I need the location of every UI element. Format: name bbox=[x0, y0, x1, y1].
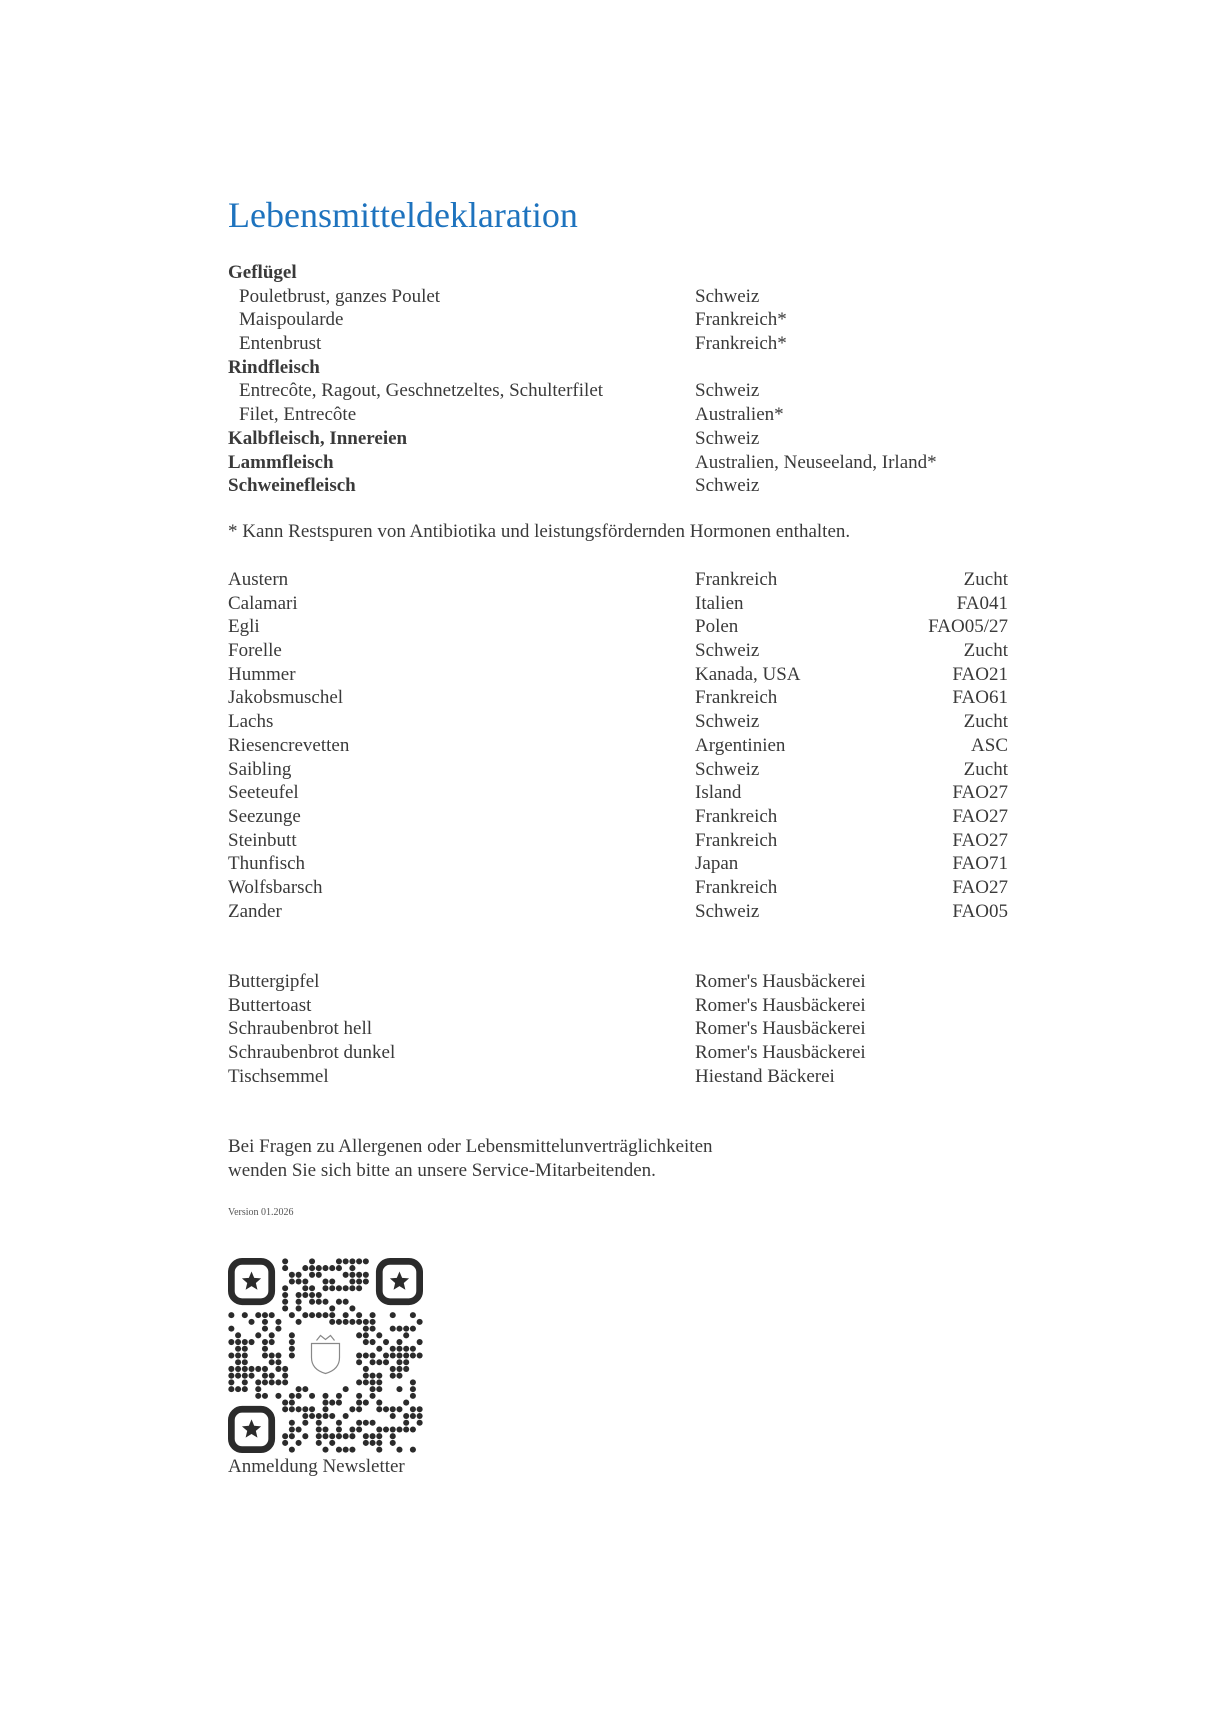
newsletter-signup-label[interactable]: Anmeldung Newsletter bbox=[228, 1456, 405, 1477]
contact-line-1: Bei Fragen zu Allergenen oder Lebensmittelunverträglichkeiten bbox=[228, 1136, 713, 1157]
fish-row bbox=[228, 686, 1008, 710]
fish-row bbox=[228, 900, 1008, 924]
bread-name: Buttertoast bbox=[228, 994, 312, 1016]
fish-catch-code: FAO27 bbox=[952, 829, 1008, 851]
fish-catch-code: FAO21 bbox=[952, 663, 1008, 685]
fish-row bbox=[228, 592, 1008, 616]
contact-line-2: wenden Sie sich bitte an unsere Service-Mitarbeitenden. bbox=[228, 1160, 656, 1181]
bread-supplier: Romer's Hausbäckerei bbox=[695, 1042, 866, 1064]
fish-name: Riesencrevetten bbox=[228, 734, 350, 756]
fish-origin: Kanada, USA bbox=[695, 663, 801, 685]
fish-name: Calamari bbox=[228, 592, 298, 614]
fish-origin: Frankreich bbox=[695, 687, 778, 709]
fish-catch-code: Zucht bbox=[963, 758, 1008, 780]
fish-name: Egli bbox=[228, 616, 260, 638]
category-row bbox=[228, 261, 1008, 285]
qr-code-icon[interactable] bbox=[228, 1258, 423, 1453]
fish-name: Thunfisch bbox=[228, 853, 306, 875]
item-name: Lammfleisch bbox=[228, 451, 334, 473]
fish-name: Hummer bbox=[228, 663, 296, 685]
bread-supplier: Hiestand Bäckerei bbox=[695, 1065, 835, 1087]
category-row bbox=[228, 474, 1008, 498]
fish-row bbox=[228, 710, 1008, 734]
fish-origin: Schweiz bbox=[695, 711, 760, 733]
fish-name: Steinbutt bbox=[228, 829, 297, 851]
bread-name: Schraubenbrot hell bbox=[228, 1018, 373, 1040]
item-origin: Schweiz bbox=[695, 380, 760, 402]
item-row bbox=[228, 285, 1008, 309]
bread-supplier: Romer's Hausbäckerei bbox=[695, 994, 866, 1016]
item-name: Maispoularde bbox=[239, 309, 344, 331]
meat-origin-list bbox=[228, 261, 1008, 498]
item-origin: Frankreich* bbox=[695, 333, 787, 355]
bread-supplier: Romer's Hausbäckerei bbox=[695, 1018, 866, 1040]
fish-catch-code: FA041 bbox=[956, 592, 1008, 614]
bread-name: Schraubenbrot dunkel bbox=[228, 1042, 396, 1064]
fish-row bbox=[228, 829, 1008, 853]
bread-name: Buttergipfel bbox=[228, 971, 320, 992]
fish-row bbox=[228, 663, 1008, 687]
fish-catch-code: ASC bbox=[971, 734, 1008, 756]
item-name: Entenbrust bbox=[239, 333, 322, 355]
fish-origin: Schweiz bbox=[695, 900, 760, 922]
fish-origin-list bbox=[228, 568, 1008, 923]
category-row bbox=[228, 451, 1008, 475]
item-origin: Australien, Neuseeland, Irland* bbox=[695, 451, 937, 473]
item-name: Filet, Entrecôte bbox=[239, 404, 357, 426]
fish-name: Zander bbox=[228, 900, 282, 922]
fish-row bbox=[228, 781, 1008, 805]
fish-row bbox=[228, 639, 1008, 663]
fish-row bbox=[228, 876, 1008, 900]
fish-catch-code: FAO05/27 bbox=[928, 616, 1008, 638]
footnote: * Kann Restspuren von Antibiotika und leistungsfördernden Hormonen enthalten. bbox=[228, 521, 851, 542]
fish-name: Seezunge bbox=[228, 805, 301, 827]
item-row bbox=[228, 403, 1008, 427]
fish-catch-code: FAO05 bbox=[952, 900, 1008, 922]
item-name: Geflügel bbox=[228, 262, 297, 283]
allergen-contact-note bbox=[228, 1135, 713, 1183]
bread-supplier: Romer's Hausbäckerei bbox=[695, 971, 866, 992]
item-row bbox=[228, 332, 1008, 356]
fish-origin: Frankreich bbox=[695, 876, 778, 898]
item-origin: Australien* bbox=[695, 404, 784, 426]
fish-catch-code: Zucht bbox=[963, 640, 1008, 662]
item-origin: Schweiz bbox=[695, 427, 760, 449]
item-row bbox=[228, 379, 1008, 403]
page-title: Lebensmitteldeklaration bbox=[228, 195, 578, 235]
item-name: Pouletbrust, ganzes Poulet bbox=[239, 285, 441, 307]
bread-row bbox=[228, 1065, 1008, 1089]
fish-origin: Island bbox=[695, 782, 742, 804]
fish-row bbox=[228, 852, 1008, 876]
item-name: Schweinefleisch bbox=[228, 475, 356, 497]
category-row bbox=[228, 427, 1008, 451]
fish-catch-code: FAO27 bbox=[952, 782, 1008, 804]
fish-catch-code: FAO27 bbox=[952, 876, 1008, 898]
fish-name: Seeteufel bbox=[228, 782, 299, 804]
fish-catch-code: FAO71 bbox=[952, 853, 1008, 875]
fish-name: Saibling bbox=[228, 758, 292, 780]
bread-row bbox=[228, 1017, 1008, 1041]
fish-name: Forelle bbox=[228, 640, 282, 662]
fish-row bbox=[228, 805, 1008, 829]
fish-catch-code: Zucht bbox=[963, 711, 1008, 733]
fish-origin: Argentinien bbox=[695, 734, 786, 756]
item-origin: Frankreich* bbox=[695, 309, 787, 331]
fish-catch-code: Zucht bbox=[963, 569, 1008, 590]
fish-origin: Schweiz bbox=[695, 758, 760, 780]
item-origin: Schweiz bbox=[695, 285, 760, 307]
fish-name: Jakobsmuschel bbox=[228, 687, 344, 709]
fish-catch-code: FAO27 bbox=[952, 805, 1008, 827]
bread-row bbox=[228, 1041, 1008, 1065]
fish-origin: Frankreich bbox=[695, 829, 778, 851]
bread-name: Tischsemmel bbox=[228, 1065, 329, 1087]
fish-catch-code: FAO61 bbox=[952, 687, 1008, 709]
version-label: Version 01.2026 bbox=[228, 1207, 294, 1218]
fish-row bbox=[228, 758, 1008, 782]
fish-row bbox=[228, 734, 1008, 758]
fish-row bbox=[228, 568, 1008, 592]
fish-name: Lachs bbox=[228, 711, 274, 733]
fish-origin: Italien bbox=[695, 592, 744, 614]
fish-name: Austern bbox=[228, 569, 289, 590]
fish-origin: Frankreich bbox=[695, 805, 778, 827]
bread-row bbox=[228, 994, 1008, 1018]
item-name: Entrecôte, Ragout, Geschnetzeltes, Schulterfilet bbox=[239, 380, 604, 402]
fish-origin: Schweiz bbox=[695, 640, 760, 662]
bread-row bbox=[228, 970, 1008, 994]
category-row bbox=[228, 356, 1008, 380]
fish-name: Wolfsbarsch bbox=[228, 876, 323, 898]
fish-origin: Japan bbox=[695, 853, 739, 875]
item-row bbox=[228, 308, 1008, 332]
fish-origin: Frankreich bbox=[695, 569, 778, 590]
bread-origin-list bbox=[228, 970, 1008, 1088]
item-name: Kalbfleisch, Innereien bbox=[228, 427, 408, 449]
item-name: Rindfleisch bbox=[228, 356, 320, 378]
item-origin: Schweiz bbox=[695, 475, 760, 497]
fish-row bbox=[228, 615, 1008, 639]
fish-origin: Polen bbox=[695, 616, 739, 638]
